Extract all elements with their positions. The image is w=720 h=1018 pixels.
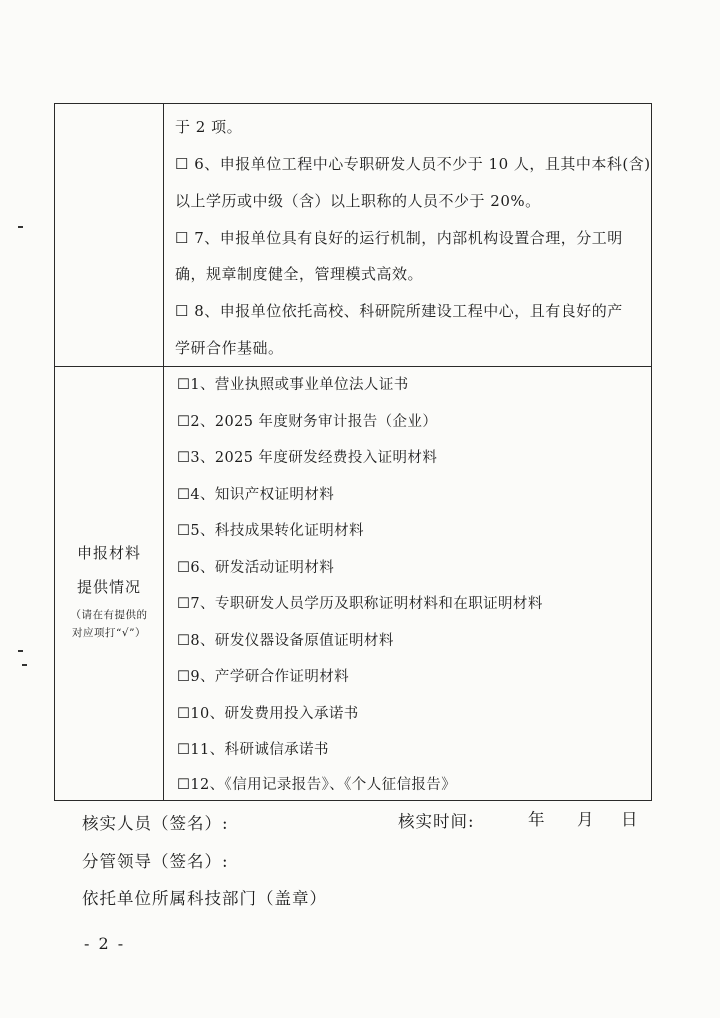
- materials-label-line2: 提供情况: [76, 578, 141, 596]
- material-checkbox-item[interactable]: ☐12、《信用记录报告》、《个人征信报告》: [177, 777, 457, 793]
- verify-time-label: 核实时间:: [398, 812, 475, 831]
- material-checkbox-item[interactable]: ☐1、营业执照或事业单位法人证书: [177, 377, 409, 393]
- criterion-7-checkbox-line[interactable]: ☐ 7、申报单位具有良好的运行机制，内部机构设置合理，分工明: [175, 229, 623, 247]
- department-seal-label: 依托单位所属科技部门（盖章）: [82, 889, 327, 908]
- criteria-line: 以上学历或中级（含）以上职称的人员不少于 20%。: [175, 192, 541, 210]
- column-divider: [163, 367, 164, 801]
- month-label: 月: [577, 810, 595, 829]
- material-checkbox-item[interactable]: ☐7、专职研发人员学历及职称证明材料和在职证明材料: [177, 596, 543, 612]
- material-checkbox-item[interactable]: ☐6、研发活动证明材料: [177, 560, 335, 576]
- year-label: 年: [528, 810, 546, 829]
- leader-signature-label: 分管领导（签名）:: [82, 852, 229, 871]
- material-checkbox-item[interactable]: ☐9、产学研合作证明材料: [177, 669, 350, 685]
- criterion-6-checkbox-line[interactable]: ☐ 6、申报单位工程中心专职研发人员不少于 10 人，且其中本科(含): [175, 155, 651, 173]
- criteria-row: [55, 104, 651, 367]
- criterion-8-checkbox-line[interactable]: ☐ 8、申报单位依托高校、科研院所建设工程中心，且有良好的产: [175, 302, 623, 320]
- scan-artifact: [18, 650, 23, 652]
- criteria-line: 确，规章制度健全，管理模式高效。: [175, 265, 424, 283]
- materials-label-note1: （请在有提供的: [70, 609, 148, 621]
- verifier-signature-label: 核实人员（签名）:: [82, 814, 229, 833]
- materials-row: [55, 367, 651, 801]
- material-checkbox-item[interactable]: ☐2、2025 年度财务审计报告（企业）: [177, 414, 438, 430]
- column-divider: [163, 104, 164, 366]
- materials-label-cell: [55, 367, 163, 801]
- material-checkbox-item[interactable]: ☐3、2025 年度研发经费投入证明材料: [177, 450, 438, 466]
- scan-artifact: [18, 226, 23, 228]
- material-checkbox-item[interactable]: ☐4、知识产权证明材料: [177, 487, 335, 503]
- scan-artifact: [22, 664, 27, 666]
- materials-label-note2: 对应项打“√”）: [72, 627, 146, 639]
- material-checkbox-item[interactable]: ☐5、科技成果转化证明材料: [177, 523, 364, 539]
- page-number: - 2 -: [84, 934, 126, 953]
- material-checkbox-item[interactable]: ☐10、研发费用投入承诺书: [177, 706, 359, 722]
- criteria-line: 于 2 项。: [175, 118, 243, 136]
- application-form-table: [54, 103, 652, 801]
- material-checkbox-item[interactable]: ☐8、研发仪器设备原值证明材料: [177, 633, 394, 649]
- criteria-line: 学研合作基础。: [175, 339, 284, 357]
- day-label: 日: [621, 810, 639, 829]
- material-checkbox-item[interactable]: ☐11、科研诚信承诺书: [177, 742, 329, 758]
- materials-label-line1: 申报材料: [76, 544, 141, 562]
